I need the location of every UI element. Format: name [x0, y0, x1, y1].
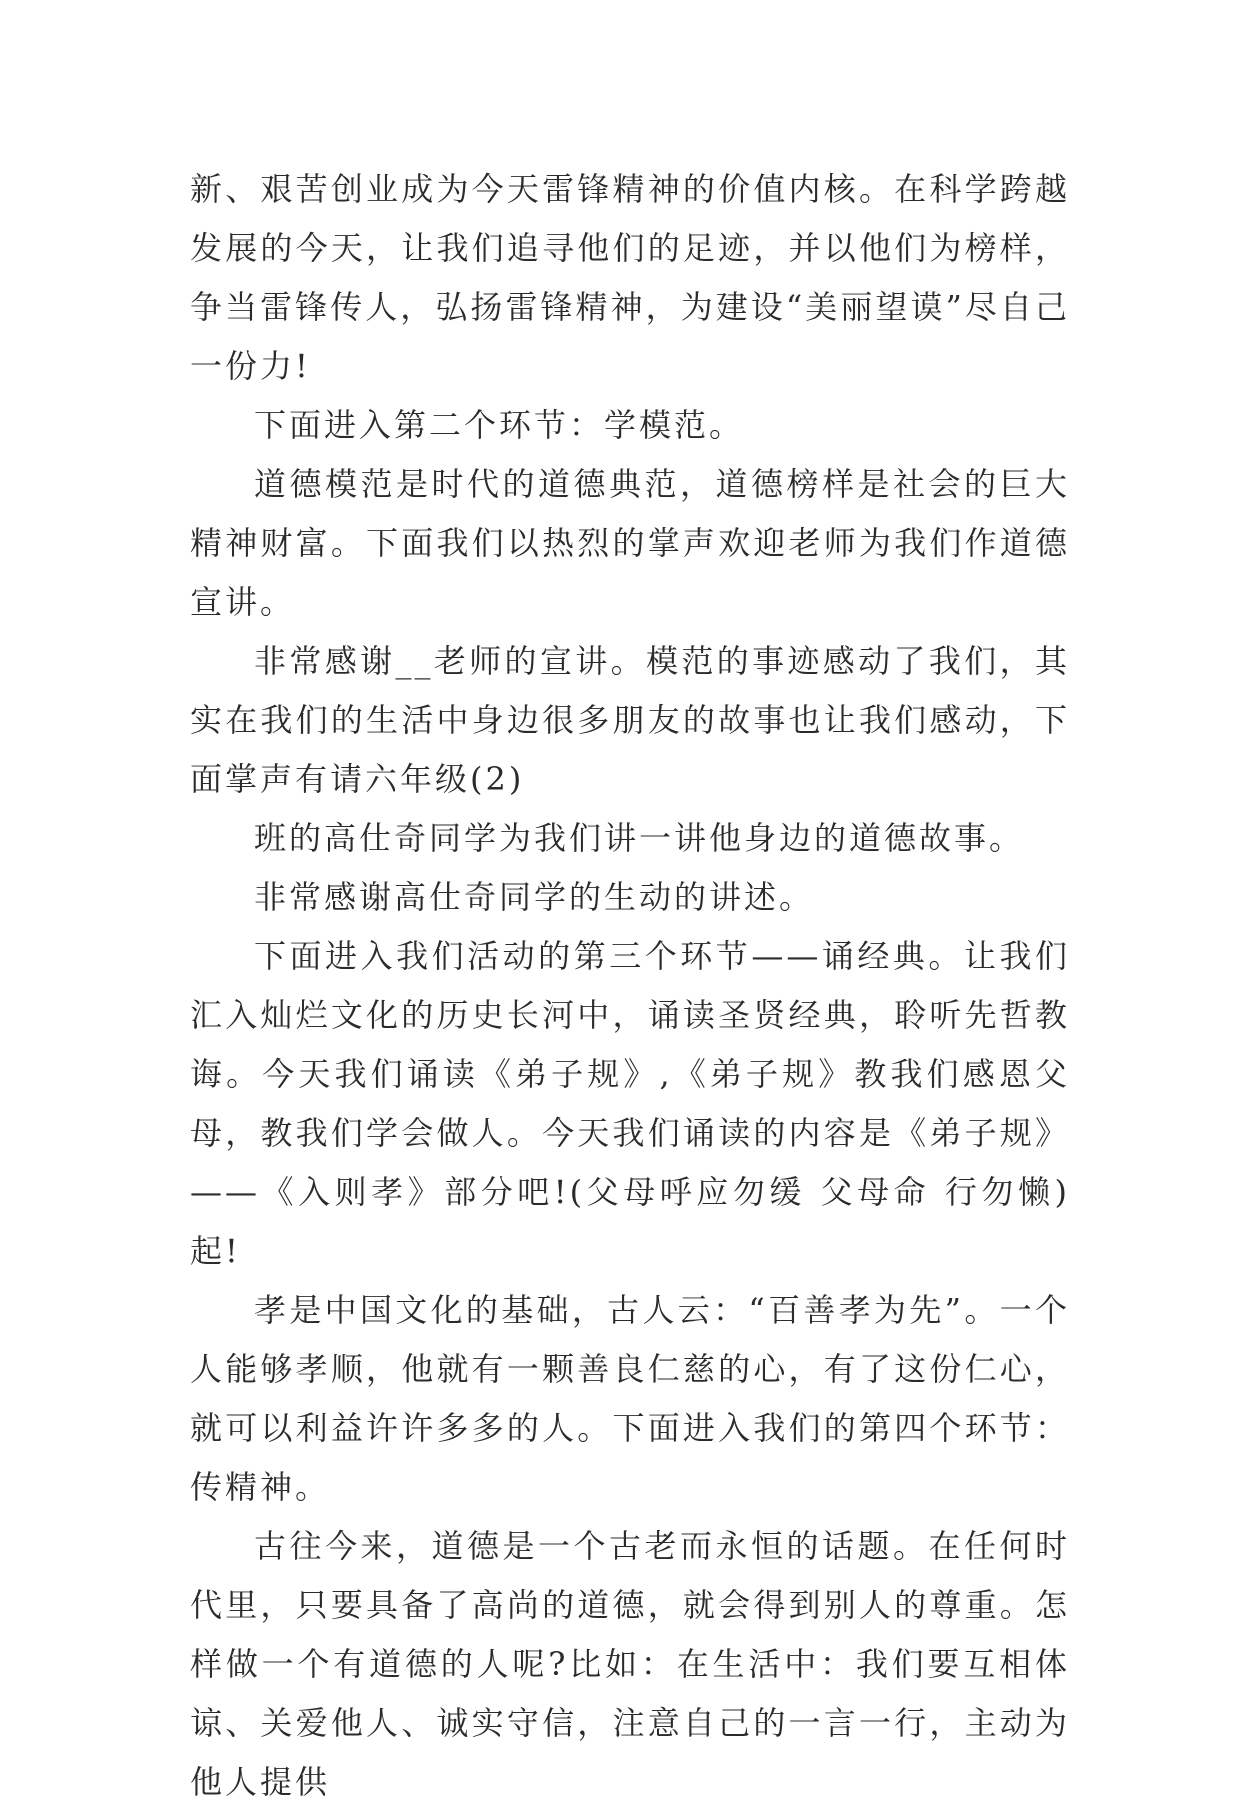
paragraph: 新、艰苦创业成为今天雷锋精神的价值内核。在科学跨越发展的今天，让我们追寻他们的足迹，并以他们为榜样，争当雷锋传人，弘扬雷锋精神，为建设“美丽望谟”尽自己一份力!: [190, 170, 1070, 385]
paragraph: 班的高仕奇同学为我们讲一讲他身边的道德故事。: [254, 819, 1025, 857]
paragraph: 下面进入我们活动的第三个环节——诵经典。让我们汇入灿烂文化的历史长河中，诵读圣贤经典，聆听先哲教诲。今天我们诵读《弟子规》,《弟子规》教我们感恩父母，教我们学会做人。今天我们诵读的内容是《弟子规》——《入则孝》部分吧!(父母呼应勿缓 父母命 行勿懒)起!: [190, 937, 1070, 1270]
paragraph: 孝是中国文化的基础，古人云：“百善孝为先”。一个人能够孝顺，他就有一颗善良仁慈的心，有了这份仁心，就可以利益许许多多的人。下面进入我们的第四个环节：传精神。: [190, 1291, 1070, 1506]
paragraph: 道德模范是时代的道德典范，道德榜样是社会的巨大精神财富。下面我们以热烈的掌声欢迎老师为我们作道德宣讲。: [190, 465, 1070, 621]
paragraph: 非常感谢__老师的宣讲。模范的事迹感动了我们，其实在我们的生活中身边很多朋友的故事也让我们感动，下面掌声有请六年级(2): [190, 642, 1070, 798]
document-body: [190, 160, 1070, 1812]
paragraph: 非常感谢高仕奇同学的生动的讲述。: [254, 878, 815, 916]
paragraph: 古往今来，道德是一个古老而永恒的话题。在任何时代里，只要具备了高尚的道德，就会得到别人的尊重。怎样做一个有道德的人呢?比如：在生活中：我们要互相体谅、关爱他人、诚实守信，注意自己的一言一行，主动为他人提供: [190, 1527, 1070, 1801]
paragraph: 下面进入第二个环节：学模范。: [254, 406, 745, 444]
